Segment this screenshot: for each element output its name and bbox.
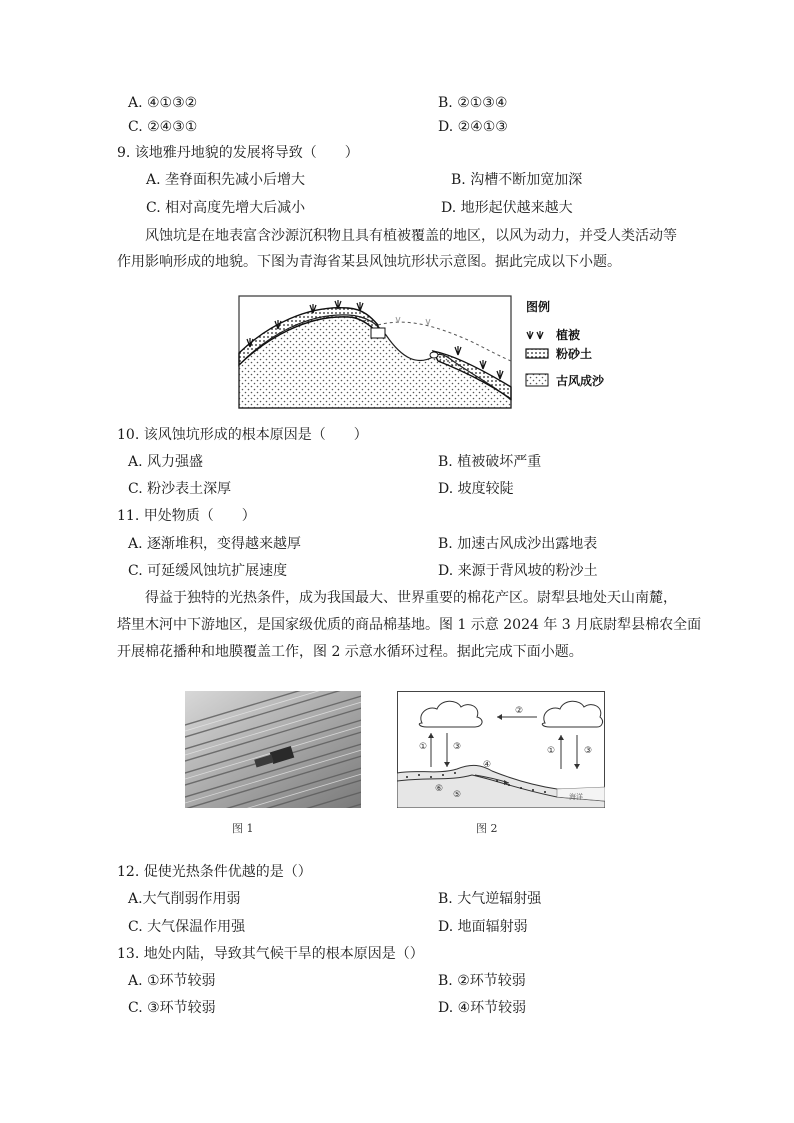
q11-stem: 11. 甲处物质（ ）	[117, 508, 256, 524]
legend-title: 图例	[526, 300, 551, 314]
q8-option-a: A. ④①③②	[128, 95, 198, 111]
q11-option-c: C. 可延缓风蚀坑扩展速度	[128, 563, 288, 579]
passage1-line2: 作用影响形成的地貌。下图为青海省某县风蚀坑形状示意图。据此完成以下小题。	[117, 254, 621, 270]
q13-option-a: A. ①环节较弱	[128, 973, 216, 989]
q11-option-d: D. 来源于背风坡的粉沙土	[438, 563, 598, 579]
q13-option-b: B. ②环节较弱	[438, 973, 526, 989]
q12-option-a: A.大气削弱作用弱	[128, 891, 241, 907]
figure1-caption: 图 1	[232, 822, 254, 835]
water-cycle-figure	[397, 691, 605, 808]
wind-erosion-pit-figure	[238, 295, 608, 410]
q9-option-b: B. 沟槽不断加宽加深	[451, 172, 583, 188]
label-2: ②	[515, 706, 524, 716]
q8-option-d: D. ②④①③	[438, 119, 508, 135]
label-3-left: ③	[453, 742, 462, 752]
q11-option-b: B. 加速古风成沙出露地表	[438, 536, 598, 552]
q9-stem: 9. 该地雅丹地貌的发展将导致（ ）	[117, 145, 359, 161]
cotton-field-photo	[185, 691, 361, 808]
q10-option-a: A. 风力强盛	[128, 454, 204, 470]
label-4: ④	[483, 760, 492, 770]
q8-option-b: B. ②①③④	[438, 95, 508, 111]
q10-option-d: D. 坡度较陡	[438, 481, 514, 497]
wind-erosion-pit-diagram	[238, 295, 608, 410]
q10-stem: 10. 该风蚀坑形成的根本原因是（ ）	[117, 427, 368, 443]
q12-option-b: B. 大气逆辐射强	[438, 891, 542, 907]
passage1-line1: 风蚀坑是在地表富含沙源沉积物且具有植被覆盖的地区，以风为动力，并受人类活动等	[145, 228, 677, 244]
water-cycle-diagram	[397, 691, 605, 808]
q10-option-c: C. 粉沙表土深厚	[128, 481, 232, 497]
legend-item-silt: 粉砂土	[556, 347, 593, 361]
figure2-caption: 图 2	[476, 822, 498, 835]
ocean-label: 海洋	[569, 793, 583, 801]
passage2-line2: 塔里木河中下游地区，是国家级优质的商品棉基地。图 1 示意 2024 年 3 月底尉犁县棉农全面	[117, 617, 702, 633]
q13-stem: 13. 地处内陆，导致其气候干旱的根本原因是（）	[117, 946, 424, 962]
q13-option-d: D. ④环节较弱	[438, 1000, 527, 1016]
label-1-left: ①	[419, 742, 428, 752]
q9-option-a: A. 垄脊面积先减小后增大	[146, 172, 306, 188]
q12-option-c: C. 大气保温作用强	[128, 919, 246, 935]
label-6: ⑥	[435, 784, 444, 794]
legend-item-vegetation: 植被	[556, 328, 581, 342]
q9-option-c: C. 相对高度先增大后减小	[146, 200, 306, 216]
legend-item-ancient-sand: 古风成沙	[556, 374, 605, 388]
label-3-right: ③	[584, 746, 593, 756]
cotton-field-photo-image	[185, 691, 361, 808]
label-5: ⑤	[453, 790, 462, 800]
q13-option-c: C. ③环节较弱	[128, 1000, 216, 1016]
q10-option-b: B. 植被破坏严重	[438, 454, 542, 470]
q8-option-c: C. ②④③①	[128, 119, 198, 135]
q11-option-a: A. 逐渐堆积，变得越来越厚	[128, 536, 302, 552]
label-1-right: ①	[547, 746, 556, 756]
q9-option-d: D. 地形起伏越来越大	[441, 200, 573, 216]
q12-option-d: D. 地面辐射弱	[438, 919, 528, 935]
q12-stem: 12. 促使光热条件优越的是（）	[117, 864, 312, 880]
passage2-line1: 得益于独特的光热条件，成为我国最大、世界重要的棉花产区。尉犁县地处天山南麓，	[145, 590, 677, 606]
passage2-line3: 开展棉花播种和地膜覆盖工作，图 2 示意水循环过程。据此完成下面小题。	[117, 644, 583, 660]
